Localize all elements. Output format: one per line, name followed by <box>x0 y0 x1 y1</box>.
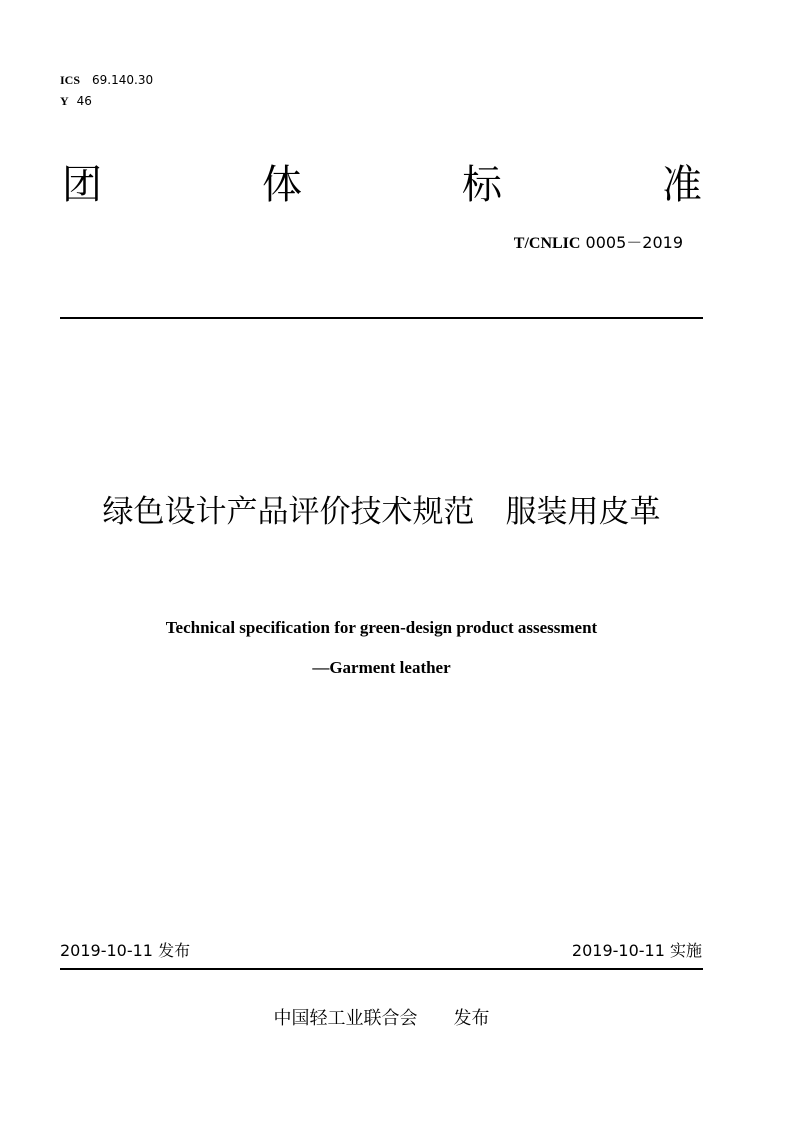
english-title-line-2: —Garment leather <box>312 658 451 677</box>
classification-label: Y <box>60 94 69 108</box>
implementation-date: 2019-10-11 实施 <box>571 941 702 960</box>
ics-code: 69.140.30 <box>92 73 154 87</box>
top-divider <box>60 317 703 319</box>
title-char-2: 体 <box>262 162 302 208</box>
standard-type-title <box>62 160 702 210</box>
standard-number-value: 0005－2019 <box>580 233 683 252</box>
classification-code: 46 <box>76 94 92 108</box>
ics-label: ICS <box>60 73 81 87</box>
ics-code-line <box>60 73 153 87</box>
chinese-title: 绿色设计产品评价技术规范 服装用皮革 <box>102 494 661 530</box>
title-char-3: 标 <box>462 162 502 208</box>
standard-number-prefix: T/CNLIC <box>513 235 581 252</box>
english-title-line-1: Technical specification for green-design product assessment <box>165 618 598 637</box>
title-char-4: 准 <box>662 162 702 208</box>
standard-number <box>514 233 683 254</box>
title-char-1: 团 <box>62 162 102 208</box>
publisher: 中国轻工业联合会 发布 <box>273 1008 490 1029</box>
bottom-divider <box>60 968 703 970</box>
issue-date: 2019-10-11 发布 <box>60 941 191 960</box>
classification-code-line <box>60 94 92 108</box>
